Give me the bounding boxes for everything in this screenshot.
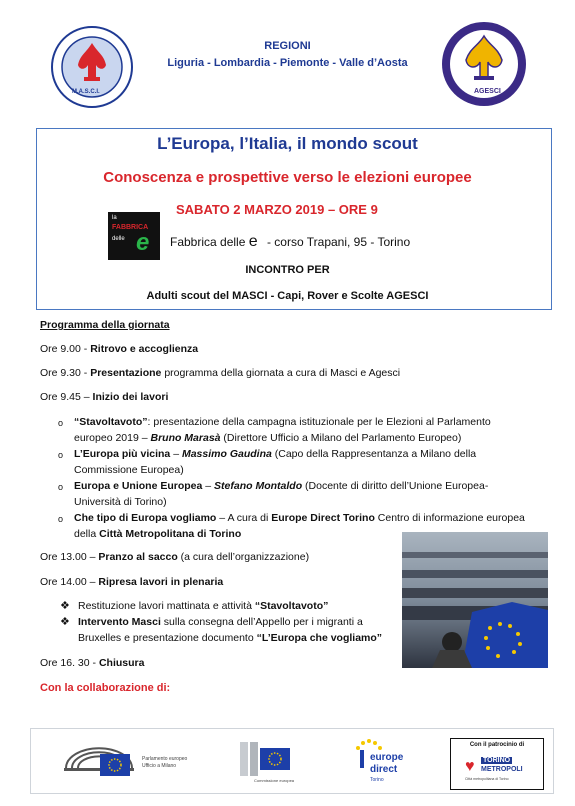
venue-e: e bbox=[248, 233, 258, 250]
meeting-label: INCONTRO PER bbox=[245, 264, 330, 276]
tm-heart-icon: ♥ bbox=[465, 758, 475, 775]
bullet-circle-icon: o bbox=[58, 514, 64, 524]
item2-title: Presentazione bbox=[90, 367, 162, 379]
venue-logo-fabbrica: FABBRICA bbox=[112, 224, 149, 231]
masci-logo-text: M.A.S.C.I. bbox=[72, 89, 100, 95]
agesci-logo-text: AGESCI bbox=[474, 88, 501, 95]
item3-time: Ore 9.45 – bbox=[40, 391, 93, 403]
talk-2: L’Europa più vicina – Massimo Gaudina (Capo della Rappresentanza a Milano della Commissione Europea) bbox=[74, 448, 477, 476]
bullet-diamond-icon: ❖ bbox=[60, 616, 70, 628]
talk-4: Che tipo di Europa vogliamo – A cura di Europe Direct Torino Centro di informazione europea della Città Metropolitana di Torino bbox=[74, 512, 525, 540]
item3-title: Inizio dei lavori bbox=[92, 391, 169, 403]
event-date: SABATO 2 MARZO 2019 – ORE 9 bbox=[176, 202, 378, 217]
bullet-circle-icon: o bbox=[58, 482, 64, 492]
patron-label: Con il patrocinio di bbox=[469, 742, 525, 748]
event-subtitle: Conoscenza e prospettive verso le elezioni europee bbox=[103, 169, 472, 186]
event-title: L’Europa, l’Italia, il mondo scout bbox=[157, 134, 418, 153]
venue-name: Fabbrica delle bbox=[170, 235, 246, 249]
venue-logo-la: la bbox=[112, 215, 117, 221]
venue-address: - corso Trapani, 95 - Torino bbox=[266, 235, 411, 249]
program-item-2 bbox=[40, 366, 400, 380]
sub-item-2: Intervento Masci sulla consegna dell’Appello per i migranti a Bruxelles e presentazione documento “L’Europa che vogliamo” bbox=[78, 616, 383, 644]
item2-rest: programma della giornata a cura di Masci e Agesci bbox=[161, 367, 401, 379]
sub-item-1: Restituzione lavori mattinata e attività “Stavoltavoto” bbox=[78, 600, 329, 612]
audience-line: Adulti scout del MASCI - Capi, Rover e Scolte AGESCI bbox=[146, 290, 429, 302]
program-item-1 bbox=[40, 342, 198, 356]
talk-1: “Stavoltavoto”: presentazione della campagna istituzionale per le Elezioni al Parlamento europeo 2019 – Bruno Marasà (Direttore Ufficio a Milano del Parlamento Europeo) bbox=[74, 416, 491, 444]
collaboration-label: Con la collaborazione di: bbox=[40, 682, 171, 694]
europe-direct-logo bbox=[354, 738, 424, 790]
item2-time: Ore 9.30 - bbox=[40, 367, 91, 379]
ed-line2: direct bbox=[370, 764, 398, 775]
regions-title: REGIONI bbox=[264, 40, 311, 52]
item1-title: Ritrovo e accoglienza bbox=[90, 343, 199, 355]
program-item-4: Ore 13.00 – Pranzo al sacco (a cura dell’organizzazione) bbox=[40, 551, 310, 563]
ed-line3: Torino bbox=[370, 777, 384, 783]
tm-line1: TORINO bbox=[483, 757, 511, 764]
ec-label: Commissione europea bbox=[254, 778, 295, 783]
regions-list: Liguria - Lombardia - Piemonte - Valle d’Aosta bbox=[167, 57, 408, 69]
tm-line3: Città metropolitana di Torino bbox=[465, 777, 509, 781]
ep-line2: Ufficio a Milano bbox=[142, 763, 177, 769]
patron-box bbox=[450, 738, 544, 790]
program-item-6: Ore 16. 30 - Chiusura bbox=[40, 657, 145, 669]
venue-line bbox=[170, 233, 410, 251]
bullet-circle-icon: o bbox=[58, 450, 64, 460]
program-item-3 bbox=[40, 390, 168, 404]
ep-logo bbox=[62, 744, 202, 780]
talk-3: Europa e Unione Europea – Stefano Montaldo (Docente di diritto dell’Unione Europea- Università di Torino) bbox=[74, 480, 489, 508]
venue-logo-delle: delle bbox=[112, 236, 125, 242]
bullet-circle-icon: o bbox=[58, 418, 64, 428]
agesci-logo bbox=[440, 20, 528, 108]
ec-logo bbox=[240, 742, 294, 786]
torino-metropoli-logo bbox=[465, 757, 531, 785]
ep-line1: Parlamento europeo bbox=[142, 756, 188, 762]
venue-logo bbox=[108, 212, 160, 260]
program-item-5: Ore 14.00 – Ripresa lavori in plenaria bbox=[40, 576, 224, 588]
item1-time: Ore 9.00 - bbox=[40, 343, 91, 355]
venue-logo-e: e bbox=[136, 229, 150, 256]
ed-line1: europe bbox=[370, 752, 404, 763]
tm-line2: METROPOLI bbox=[481, 766, 523, 773]
bullet-diamond-icon: ❖ bbox=[60, 600, 70, 612]
program-heading: Programma della giornata bbox=[40, 319, 170, 331]
